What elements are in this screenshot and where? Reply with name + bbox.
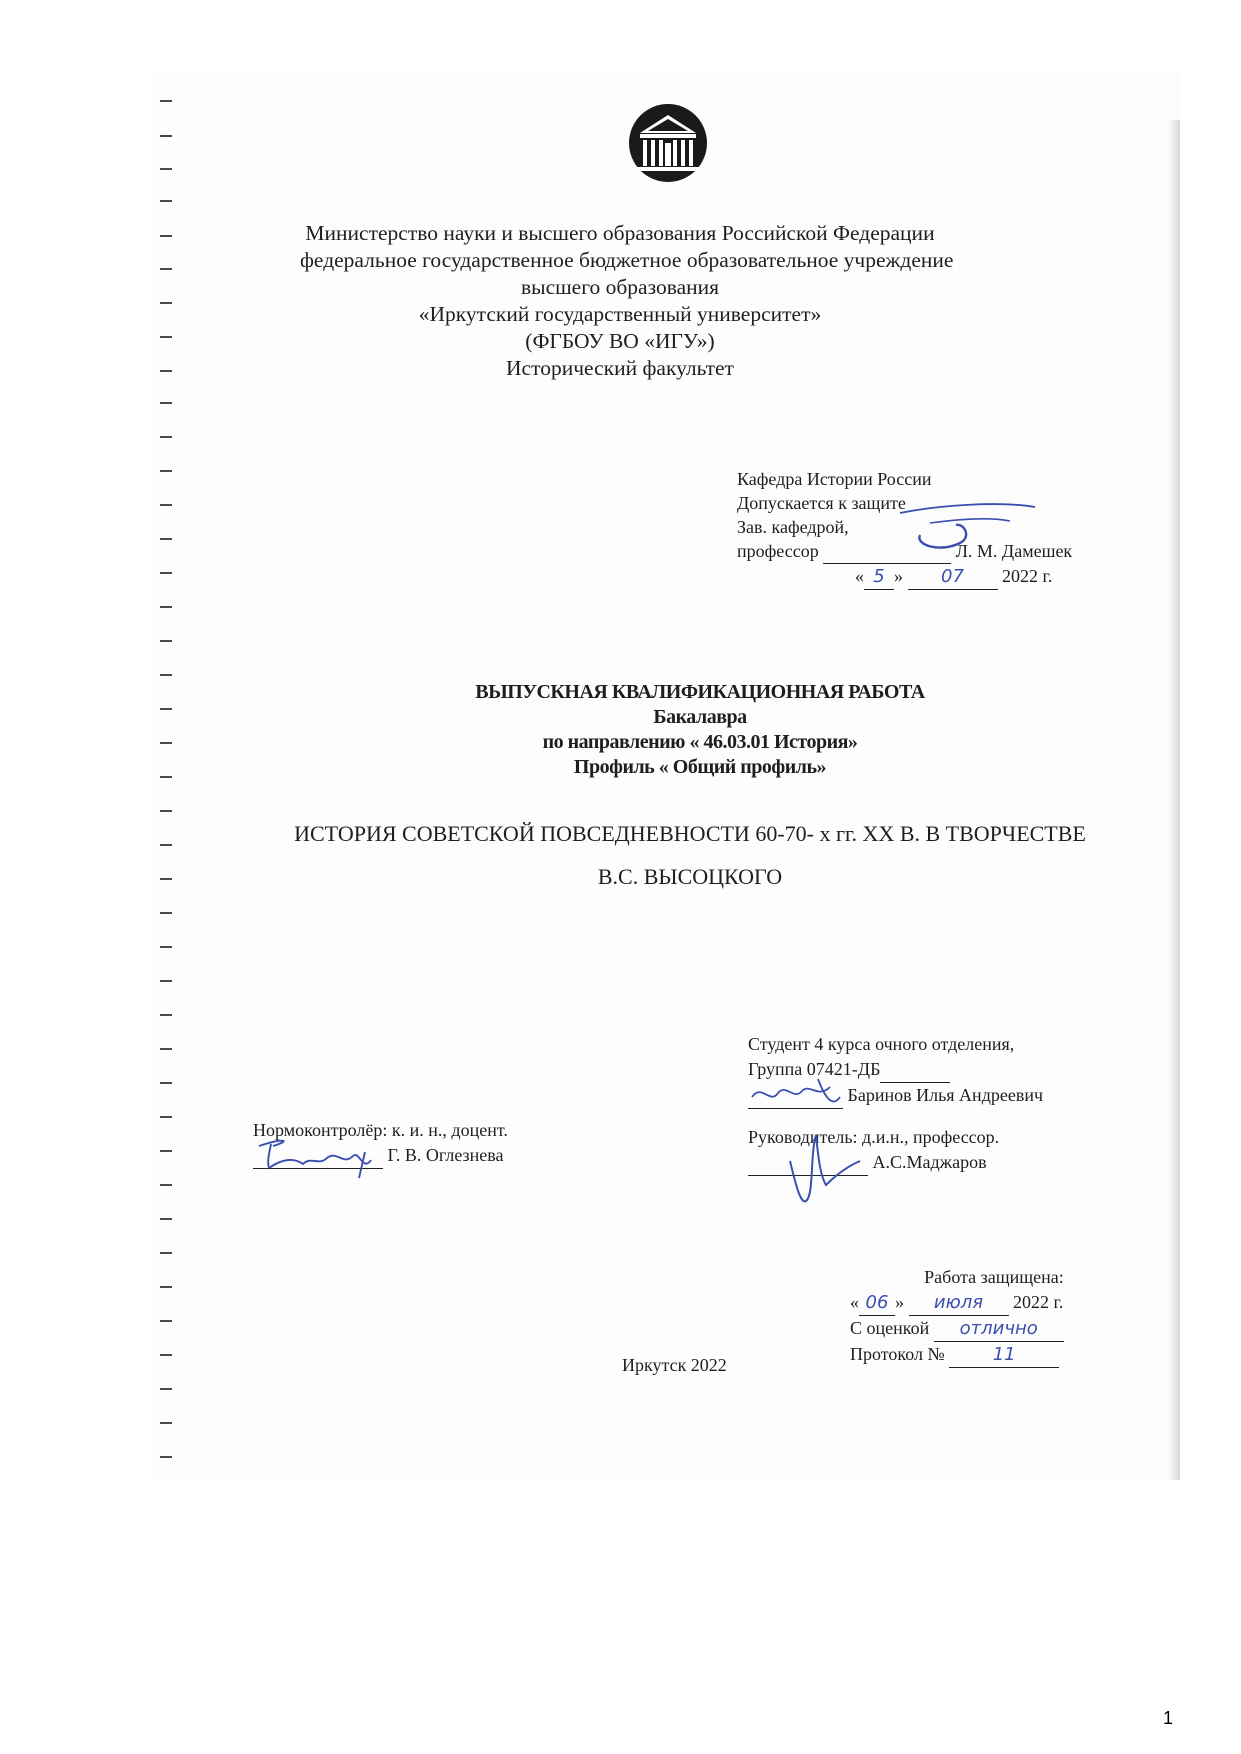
student-signature [748,1075,848,1115]
supervisor-signature [760,1115,870,1215]
quote-close: » [895,1292,904,1312]
institution-header [300,220,954,382]
grade-label: С оценкой [850,1318,930,1338]
protocol-label: Протокол № [850,1344,945,1364]
student-course: Студент 4 курса очного отделения, [748,1034,1015,1054]
norm-control-signature [253,1132,393,1182]
supervisor-name: А.С.Маджаров [872,1152,987,1172]
quote-close: » [894,566,903,586]
admission-month: 07 [908,565,998,590]
admission-date-line [737,564,1072,590]
thesis-title-line-2: В.С. ВЫСОЦКОГО [597,864,783,889]
thesis-title [240,812,1140,898]
defense-day: 06 [859,1290,895,1316]
defense-month: июля [909,1290,1009,1316]
quote-open: « [850,1292,859,1312]
head-name: Л. М. Дамешек [955,541,1073,561]
protocol-line [850,1342,1064,1368]
qualification-title-block [300,680,1100,780]
admission-day: 5 [864,565,894,590]
quote-open: « [855,566,864,586]
admission-year: 2022 г. [1002,566,1053,586]
ministry-line: Министерство науки и высшего образования Российской Федерации [305,221,935,245]
head-label: Зав. кафедрой, [737,517,849,537]
norm-control-label: Нормоконтролёр: к. и. н., доцент. [253,1120,508,1140]
university-logo [628,103,708,183]
defense-date-line [850,1290,1064,1316]
defense-year: 2022 г. [1013,1292,1064,1312]
study-direction: по направлению « 46.03.01 История» [542,731,858,753]
institution-type-line: федеральное государственное бюджетное образовательное учреждение [300,248,954,272]
university-name: «Иркутский государственный университет» [418,302,822,326]
head-position: профессор [737,541,819,561]
spiral-binding-marks [160,80,174,1470]
study-profile: Профиль « Общий профиль» [573,756,827,778]
institution-level-line: высшего образования [520,275,720,299]
defense-status: Работа защищена: [924,1267,1064,1287]
faculty-name: Исторический факультет [506,356,734,380]
norm-control-name: Г. В. Оглезнева [387,1145,504,1165]
admission-status: Допускается к защите [737,493,906,513]
thesis-title-line-1: ИСТОРИЯ СОВЕТСКОЙ ПОВСЕДНЕВНОСТИ 60-70- х гг. XX В. В ТВОРЧЕСТВЕ [294,821,1086,846]
university-abbreviation: (ФГБОУ ВО «ИГУ») [525,329,715,353]
head-signature [860,495,1040,555]
defense-block [850,1265,1064,1368]
protocol-number: 11 [949,1342,1059,1368]
group-blank [880,1057,950,1083]
degree: Бакалавра [653,706,747,728]
supervisor-label: Руководитель: д.и.н., профессор. [748,1127,1000,1147]
student-name: Баринов Илья Андреевич [847,1085,1044,1105]
city-year: Иркутск 2022 [622,1355,727,1375]
department-name: Кафедра Истории России [737,469,932,489]
page-number: 1 [1163,1708,1174,1728]
grade-line [850,1316,1064,1342]
sheet-edge-shadow [1168,120,1180,1480]
student-group: Группа 07421-ДБ [748,1059,881,1079]
grade-value: отлично [934,1316,1064,1342]
work-type: ВЫПУСКНАЯ КВАЛИФИКАЦИОННАЯ РАБОТА [475,681,925,703]
